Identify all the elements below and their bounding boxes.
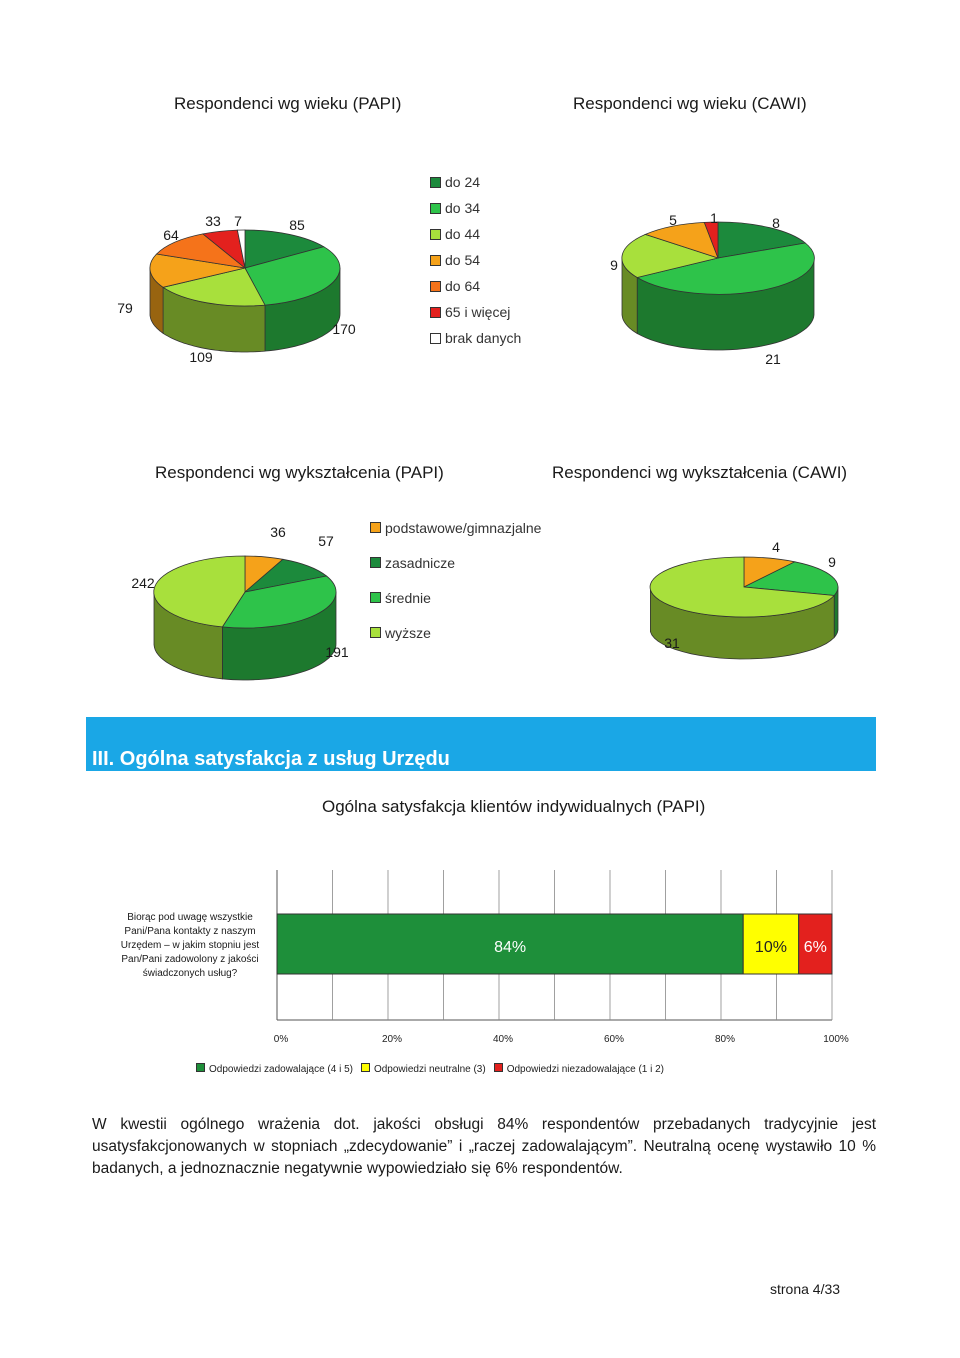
pie-chart-edu-cawi (650, 539, 838, 659)
legend-label: Odpowiedzi neutralne (3) (373, 1064, 486, 1075)
legend-item-do-34 (430, 195, 521, 221)
legend-item-zasadnicze (370, 545, 541, 580)
x-tick-label: 20% (381, 1034, 403, 1045)
legend-item-do-64 (430, 273, 521, 299)
pie-value-label: 85 (289, 217, 305, 233)
x-tick-label: 0% (273, 1034, 289, 1045)
bar-data-label: 10% (754, 939, 787, 956)
legend-swatch (361, 1063, 370, 1072)
legend-swatch (370, 627, 381, 638)
x-tick-label: 60% (603, 1034, 625, 1045)
legend-swatch (430, 333, 441, 344)
legend-item-65-wiecej (430, 299, 521, 325)
chart-title-age-papi: Respondenci wg wieku (PAPI) (174, 94, 402, 113)
legend-label: Odpowiedzi zadowalające (4 i 5) (209, 1064, 353, 1075)
pie-value-label: 21 (765, 351, 781, 367)
pie-chart-age-papi (117, 213, 356, 365)
bar-chart-title: Ogólna satysfakcja klientów indywidualnych (PAPI) (322, 797, 706, 816)
bar-legend-item-neutralne (361, 1063, 486, 1075)
legend-label: Odpowiedzi niezadowalające (1 i 2) (506, 1064, 665, 1075)
legend-education (370, 510, 541, 650)
pie-value-label: 31 (664, 635, 680, 651)
legend-label: średnie (385, 589, 431, 606)
legend-swatch (430, 255, 441, 266)
pie-value-label: 64 (163, 227, 179, 243)
summary-paragraph: W kwestii ogólnego wrażenia dot. jakości obsługi 84% respondentów przebadanych tradycyjnie jest usatysfakcjonowanych w stopniach „zdecydowanie” i „raczej zadowalającym”. Neutralną ocenę wystawiło 10 % badanych, a jednoznacznie negatywnie wypowiedziało się 6% respondentów. (92, 1116, 876, 1177)
legend-label: do 34 (445, 200, 481, 216)
legend-label: brak danych (445, 330, 522, 346)
legend-swatch (430, 281, 441, 292)
legend-label: 65 i więcej (445, 304, 511, 320)
pie-value-label: 36 (270, 524, 286, 540)
legend-swatch (370, 522, 381, 533)
legend-label: do 54 (445, 252, 481, 268)
legend-item-wyzsze (370, 615, 541, 650)
bar-legend-item-niezadowalajace (494, 1063, 664, 1075)
legend-label: wyższe (385, 624, 431, 641)
legend-swatch (430, 229, 441, 240)
pie-value-label: 242 (131, 575, 155, 591)
pie-value-label: 8 (772, 215, 780, 231)
legend-label: do 24 (445, 174, 481, 190)
pie-value-label: 4 (772, 539, 780, 555)
pie-value-label: 33 (205, 213, 221, 229)
x-tick-label: 80% (714, 1034, 736, 1045)
pie-chart-age-cawi (610, 210, 814, 367)
chart-title-edu-papi: Respondenci wg wykształcenia (PAPI) (155, 463, 444, 482)
bar-chart-svg (0, 860, 960, 1060)
bar-data-label: 84% (494, 939, 527, 956)
chart-title-edu-cawi: Respondenci wg wykształcenia (CAWI) (552, 463, 848, 482)
legend-label: do 44 (445, 226, 481, 242)
legend-label: do 64 (445, 278, 481, 294)
legend-swatch (430, 177, 441, 188)
legend-item-do-24 (430, 169, 521, 195)
legend-swatch (370, 557, 381, 568)
legend-swatch (430, 307, 441, 318)
pie-value-label: 9 (610, 257, 618, 273)
bar-chart-legend (196, 1063, 664, 1075)
pie-value-label: 57 (318, 533, 334, 549)
pie-value-label: 1 (710, 210, 718, 226)
legend-item-do-44 (430, 221, 521, 247)
legend-swatch (430, 203, 441, 214)
legend-swatch (196, 1063, 205, 1072)
legend-item-do-54 (430, 247, 521, 273)
bar-chart-tick-labels (274, 1034, 849, 1045)
bar-category-label: Biorąc pod uwagę wszystkie Pani/Pana kontakty z naszym Urzędem – w jakim stopniu jest Pan/Pani zadowolony z jakości świadczonych usług? (120, 912, 260, 979)
pie-value-label: 9 (828, 554, 836, 570)
pie-value-label: 191 (325, 644, 349, 660)
section-title: III. Ogólna satysfakcja z usług Urzędu (92, 748, 450, 770)
pie-value-label: 5 (669, 212, 677, 228)
legend-swatch (370, 592, 381, 603)
chart-title-age-cawi: Respondenci wg wieku (CAWI) (573, 94, 807, 113)
legend-item-podstawowe (370, 510, 541, 545)
legend-item-srednie (370, 580, 541, 615)
x-tick-label: 100% (823, 1034, 849, 1045)
bar-chart-segments (277, 914, 832, 974)
bar-legend-item-zadowalajace (196, 1063, 353, 1075)
legend-label: zasadnicze (385, 554, 456, 571)
legend-swatch (494, 1063, 503, 1072)
legend-age (430, 169, 521, 351)
pie-value-label: 7 (234, 213, 242, 229)
bar-data-label: 6% (803, 939, 827, 956)
legend-item-brak-danych (430, 325, 521, 351)
pie-value-label: 170 (332, 321, 356, 337)
pie-value-label: 79 (117, 300, 133, 316)
page-number: strona 4/33 (770, 1281, 841, 1297)
pie-value-label: 109 (189, 349, 213, 365)
x-tick-label: 40% (492, 1034, 514, 1045)
legend-label: podstawowe/gimnazjalne (385, 519, 542, 536)
pie-chart-edu-papi (131, 524, 349, 680)
